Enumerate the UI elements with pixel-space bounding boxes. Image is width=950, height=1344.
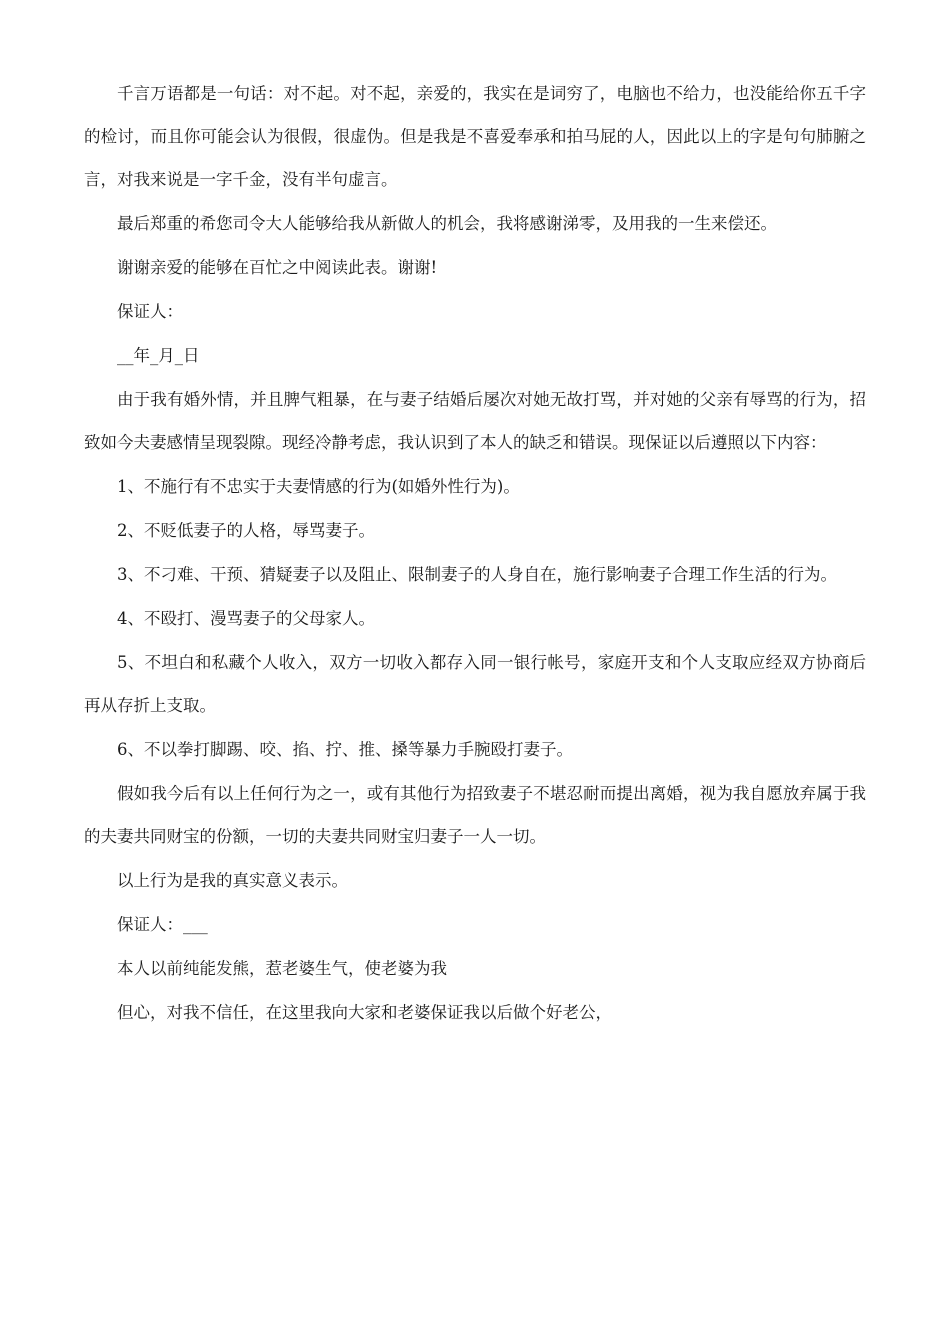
guarantor-signature-line: 保证人：___: [117, 915, 208, 934]
pledge-item-5: 5、不坦白和私藏个人收入，双方一切收入都存入同一银行帐号，家庭开支和个人支取应经双方协商后再从存折上支取。: [84, 653, 866, 715]
paragraph-request: 最后郑重的希您司令大人能够给我从新做人的机会，我将感谢涕零，及用我的一生来偿还。: [117, 214, 777, 233]
document-body: [84, 72, 866, 1034]
guarantor-label: 保证人：: [117, 302, 183, 321]
pledge-item-1: 1、不施行有不忠实于夫妻情感的行为(如婚外性行为)。: [117, 477, 520, 496]
pledge-item-3: 3、不刁难、干预、猜疑妻子以及阻止、限制妻子的人身自在，施行影响妻子合理工作生活的行为。: [117, 565, 837, 584]
paragraph-background: 由于我有婚外情，并且脾气粗暴，在与妻子结婚后屡次对她无故打骂，并对她的父亲有辱骂的行为，招致如今夫妻感情呈现裂隙。现经冷静考虑，我认识到了本人的缺乏和错误。现保证以后遵照以下内容：: [84, 390, 866, 452]
paragraph-thanks: 谢谢亲爱的能够在百忙之中阅读此表。谢谢!: [117, 258, 438, 277]
date-line: __年_月_日: [117, 346, 200, 365]
paragraph-confession-2: 但心，对我不信任，在这里我向大家和老婆保证我以后做个好老公，: [117, 1003, 612, 1022]
paragraph-confession-1: 本人以前纯能发熊，惹老婆生气，使老婆为我: [117, 959, 447, 978]
pledge-item-2: 2、不贬低妻子的人格，辱骂妻子。: [117, 521, 375, 540]
paragraph-consequence: 假如我今后有以上任何行为之一，或有其他行为招致妻子不堪忍耐而提出离婚，视为我自愿放弃属于我的夫妻共同财宝的份额，一切的夫妻共同财宝归妻子一人一切。: [84, 784, 866, 846]
pledge-item-6: 6、不以拳打脚踢、咬、掐、拧、推、搡等暴力手腕殴打妻子。: [117, 740, 573, 759]
paragraph-declaration: 以上行为是我的真实意义表示。: [117, 871, 348, 890]
paragraph-apology: 千言万语都是一句话：对不起。对不起，亲爱的，我实在是词穷了，电脑也不给力，也没能给你五千字的检讨，而且你可能会认为很假，很虚伪。但是我是不喜爱奉承和拍马屁的人，因此以上的字是句句肺腑之言，对我来说是一字千金，没有半句虚言。: [84, 84, 866, 189]
pledge-item-4: 4、不殴打、漫骂妻子的父母家人。: [117, 609, 375, 628]
